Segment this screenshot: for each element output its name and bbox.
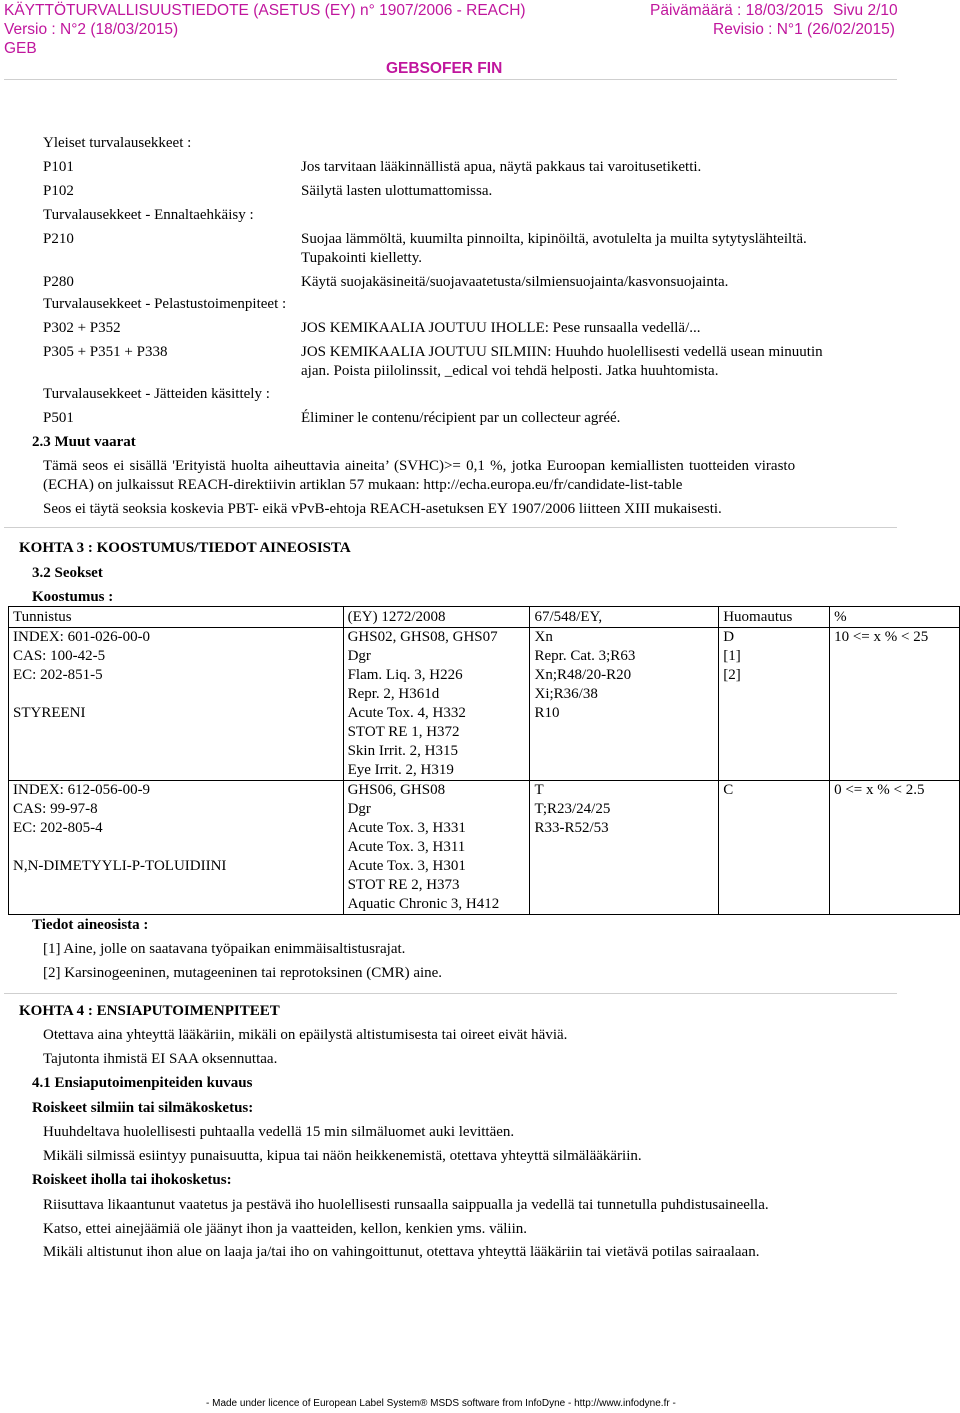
dsd-line: T;R23/24/25	[534, 801, 611, 817]
page-number: Sivu 2/10	[833, 2, 898, 19]
index-number: INDEX: 612-056-00-9	[13, 782, 151, 798]
clp-line: Eye Irrit. 2, H319	[347, 762, 454, 778]
p305-text-line1: JOS KEMIKAALIA JOUTUU SILMIIN: Huuhdo huolellisesti vedellä usean minuutin	[301, 344, 823, 360]
response-heading: Turvalausekkeet - Pelastustoimenpiteet :	[43, 296, 287, 312]
column-header: (EY) 1272/2008	[343, 607, 530, 628]
p102-code: P102	[43, 183, 74, 199]
column-header: Huomautus	[719, 607, 830, 628]
document-date: Päivämäärä : 18/03/2015	[650, 2, 824, 19]
percent-value: 0 <= x % < 2.5	[834, 782, 925, 798]
document-revision: Revisio : N°1 (26/02/2015)	[713, 21, 895, 38]
footer-licence: - Made under licence of European Label System® MSDS software from InfoDyne - http://www.infodyne.fr -	[206, 1398, 676, 1409]
column-header: %	[830, 607, 960, 628]
index-number: INDEX: 601-026-00-0	[13, 629, 151, 645]
skin-contact-text-2: Katso, ettei ainejäämiä ole jäänyt ihon ja vaatteiden, kellon, kenkien yms. väliin.	[43, 1221, 528, 1237]
percent-cell	[830, 781, 960, 915]
clp-line: Dgr	[347, 648, 371, 664]
clp-line: STOT RE 1, H372	[347, 724, 460, 740]
percent-value: 10 <= x % < 25	[834, 629, 929, 645]
p101-text: Jos tarvitaan lääkinnällistä apua, näytä pakkaus tai varoitusetiketti.	[301, 159, 702, 175]
clp-line: Acute Tox. 3, H331	[347, 820, 466, 836]
cas-number: CAS: 99-97-8	[13, 801, 98, 817]
column-header: 67/548/EY,	[530, 607, 719, 628]
p501-code: P501	[43, 410, 74, 426]
eye-contact-heading: Roiskeet silmiin tai silmäkosketus:	[32, 1100, 254, 1116]
note-line: C	[723, 782, 734, 798]
p101-code: P101	[43, 159, 74, 175]
p305-code: P305 + P351 + P338	[43, 344, 168, 360]
dsd-line: R33-R52/53	[534, 820, 609, 836]
section3-subheading: 3.2 Seokset	[32, 565, 103, 581]
other-hazards-para1-line2: (ECHA) on julkaissut REACH-direktiivin artiklan 57 mukaan: http://echa.europa.eu/fr/candidate-list-table	[43, 477, 683, 493]
ingredient-info-heading: Tiedot aineosista :	[32, 917, 149, 933]
clp-line: Dgr	[347, 801, 371, 817]
dsd-line: Xi;R36/38	[534, 686, 598, 702]
p210-text-line1: Suojaa lämmöltä, kuumilta pinnoilta, kipinöiltä, avotulelta ja muilta sytytyslähteiltä.	[301, 231, 807, 247]
dsd-line: T	[534, 782, 544, 798]
eye-contact-text-1: Huuhdeltava huolellisesti puhtaalla vedellä 15 min silmäluomet auki levittäen.	[43, 1124, 515, 1140]
other-hazards-para1-line1: Tämä seos ei sisällä 'Erityistä huolta aiheuttavia aineita’ (SVHC)>= 0,1 %, jotka Euroopan kemiallisten tuotteiden virasto	[43, 458, 796, 474]
clp-line: GHS06, GHS08	[347, 782, 446, 798]
clp-line: Aquatic Chronic 3, H412	[347, 896, 500, 912]
substance-name: N,N-DIMETYYLI-P-TOLUIDIINI	[13, 858, 227, 874]
p302-text: JOS KEMIKAALIA JOUTUU IHOLLE: Pese runsaalla vedellä/...	[301, 320, 701, 336]
p305-text-line2: ajan. Poista piilolinssit, _edical voi tehdä helposti. Jatka huuhtomista.	[301, 363, 719, 379]
clp-line: Flam. Liq. 3, H226	[347, 667, 463, 683]
clp-line: Acute Tox. 3, H311	[347, 839, 466, 855]
p280-text: Käytä suojakäsineitä/suojavaatetusta/silmiensuojainta/kasvonsuojainta.	[301, 274, 729, 290]
substance-name: STYREENI	[13, 705, 86, 721]
table-row	[9, 628, 960, 781]
other-hazards-para2: Seos ei täytä seoksia koskevia PBT- eikä vPvB-ehtoja REACH-asetuksen EY 1907/2006 liitteen XIII mukaisesti.	[43, 501, 722, 517]
dsd-line: R10	[534, 705, 560, 721]
clp-classification-cell	[343, 628, 530, 781]
skin-contact-text-1: Riisuttava likaantunut vaatetus ja pestävä iho huolellisesti runsaalla saippualla ja vedellä tai tunnetulla puhdistusaineella.	[43, 1197, 769, 1213]
section3-heading: KOHTA 3 : KOOSTUMUS/TIEDOT AINEOSISTA	[19, 540, 351, 556]
note-line: D	[723, 629, 735, 645]
composition-table	[8, 606, 960, 915]
dsd-line: Repr. Cat. 3;R63	[534, 648, 636, 664]
header-divider	[4, 79, 897, 80]
eye-contact-text-2: Mikäli silmissä esiintyy punaisuutta, kipua tai näön heikkenemistä, otettava yhteyttä silmälääkäriin.	[43, 1148, 642, 1164]
clp-line: GHS02, GHS08, GHS07	[347, 629, 498, 645]
clp-line: Repr. 2, H361d	[347, 686, 440, 702]
ec-number: EC: 202-805-4	[13, 820, 103, 836]
p302-code: P302 + P352	[43, 320, 121, 336]
section4-subheading: 4.1 Ensiaputoimenpiteiden kuvaus	[32, 1075, 253, 1091]
clp-line: Acute Tox. 3, H301	[347, 858, 466, 874]
note-line: [2]	[723, 667, 741, 683]
column-header: Tunnistus	[9, 607, 344, 628]
p102-text: Säilytä lasten ulottumattomissa.	[301, 183, 493, 199]
table-row	[9, 781, 960, 915]
section4-heading: KOHTA 4 : ENSIAPUTOIMENPITEET	[19, 1003, 280, 1019]
product-name: GEBSOFER FIN	[386, 60, 503, 77]
clp-line: Acute Tox. 4, H332	[347, 705, 466, 721]
section-divider-3	[4, 527, 897, 528]
note-cell	[719, 781, 830, 915]
dsd-line: Xn;R48/20-R20	[534, 667, 632, 683]
other-hazards-heading: 2.3 Muut vaarat	[32, 434, 136, 450]
composition-label: Koostumus :	[32, 589, 114, 605]
identification-cell	[9, 781, 344, 915]
p210-code: P210	[43, 231, 74, 247]
clp-line: STOT RE 2, H373	[347, 877, 460, 893]
identification-cell	[9, 628, 344, 781]
clp-classification-cell	[343, 781, 530, 915]
document-title: KÄYTTÖTURVALLISUUSTIEDOTE (ASETUS (EY) n° 1907/2006 - REACH)	[4, 2, 526, 19]
note-cell	[719, 628, 830, 781]
table-header-row	[9, 607, 960, 628]
ec-number: EC: 202-851-5	[13, 667, 103, 683]
clp-line: Skin Irrit. 2, H315	[347, 743, 459, 759]
dsd-classification-cell	[530, 781, 719, 915]
p210-text-line2: Tupakointi kielletty.	[301, 250, 422, 266]
general-precautions-heading: Yleiset turvalausekkeet :	[43, 135, 192, 151]
document-version: Versio : N°2 (18/03/2015)	[4, 21, 179, 38]
company-name: GEB	[4, 40, 37, 57]
dsd-classification-cell	[530, 628, 719, 781]
disposal-heading: Turvalausekkeet - Jätteiden käsittely :	[43, 386, 270, 402]
skin-contact-text-3: Mikäli altistunut ihon alue on laaja ja/tai iho on vahingoittunut, otettava yhteyttä lääkäriin tai vietävä potilas sairaalaan.	[43, 1244, 760, 1260]
ingredient-info-note-2: [2] Karsinogeeninen, mutageeninen tai reprotoksinen (CMR) aine.	[43, 965, 443, 981]
section-divider-4	[4, 993, 897, 994]
first-aid-general-2: Tajutonta ihmistä EI SAA oksennuttaa.	[43, 1051, 278, 1067]
prevention-heading: Turvalausekkeet - Ennaltaehkäisy :	[43, 207, 254, 223]
note-line: [1]	[723, 648, 741, 664]
cas-number: CAS: 100-42-5	[13, 648, 106, 664]
p280-code: P280	[43, 274, 74, 290]
percent-cell	[830, 628, 960, 781]
dsd-line: Xn	[534, 629, 553, 645]
skin-contact-heading: Roiskeet iholla tai ihokosketus:	[32, 1172, 232, 1188]
p501-text: Éliminer le contenu/récipient par un collecteur agréé.	[301, 410, 621, 426]
first-aid-general-1: Otettava aina yhteyttä lääkäriin, mikäli on epäilystä altistumisesta tai oireet eivät häviä.	[43, 1027, 568, 1043]
ingredient-info-note-1: [1] Aine, jolle on saatavana työpaikan enimmäisaltistusrajat.	[43, 941, 406, 957]
